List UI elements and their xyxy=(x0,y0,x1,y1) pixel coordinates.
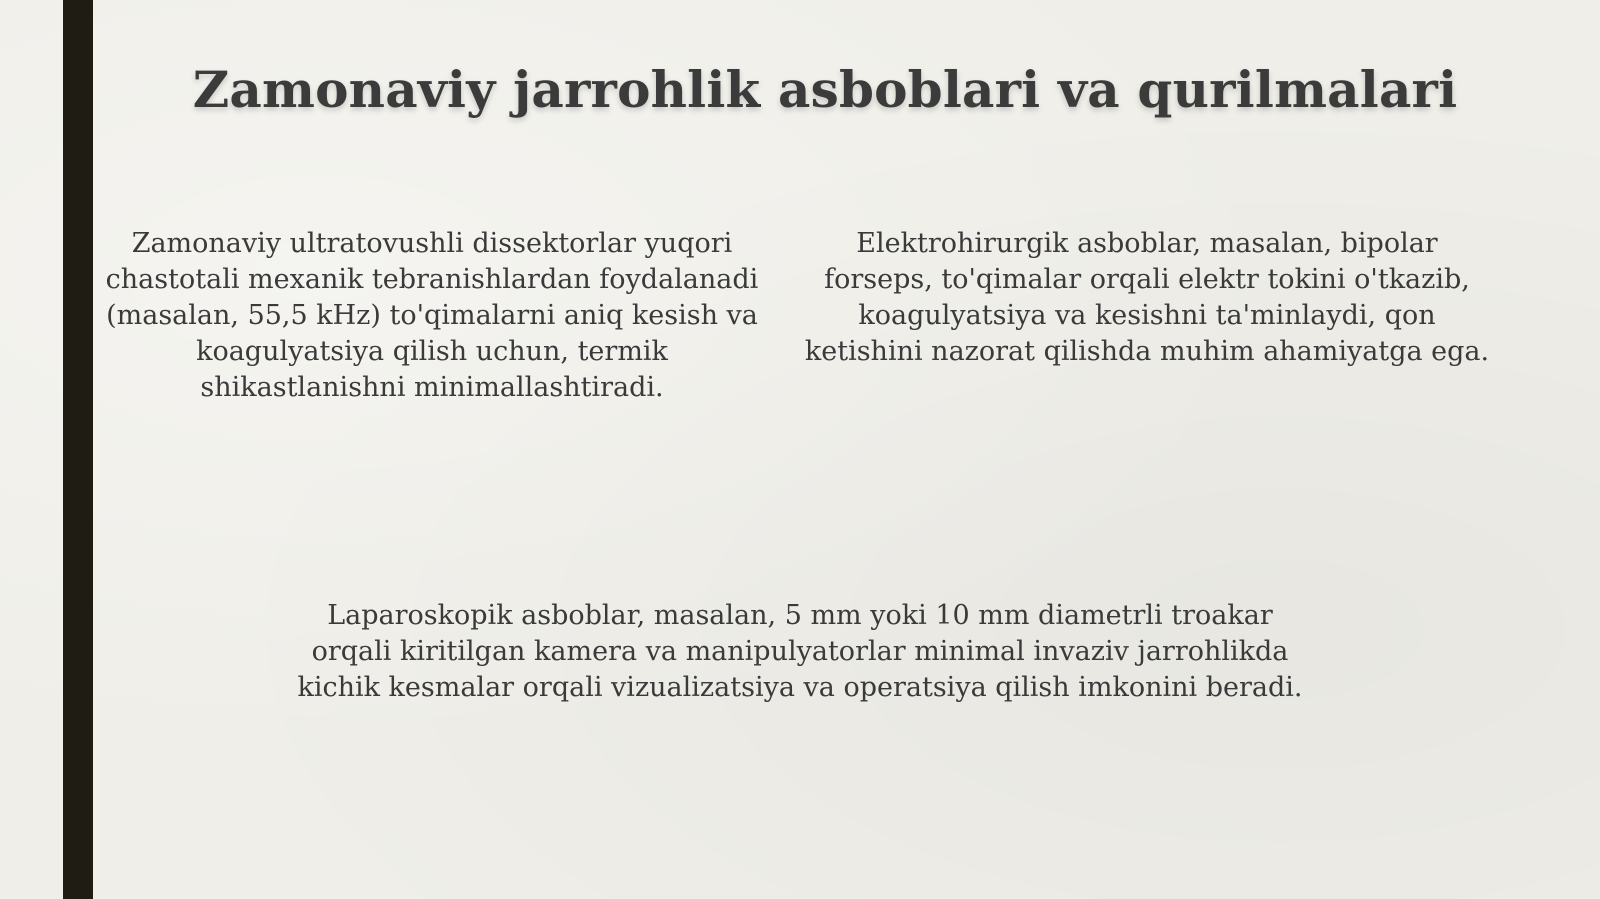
paragraph-electrosurgical-instruments: Elektrohirurgik asboblar, masalan, bipolar forseps, to'qimalar orqali elektr tokini o'tkazib, koagulyatsiya va kesishni ta'minlaydi, qon ketishini nazorat qilishda muhim ahamiyatga ega. xyxy=(804,228,1490,367)
slide-title: Zamonaviy jarrohlik asboblari va qurilmalari xyxy=(192,60,1458,119)
paragraph-ultrasonic-dissectors: Zamonaviy ultratovushli dissektorlar yuqori chastotali mexanik tebranishlardan foydalanadi (masalan, 55,5 kHz) to'qimalarni aniq kesish va koagulyatsiya qilish uchun, termik shikastlanishni minimallashtiradi. xyxy=(105,228,759,403)
left-accent-bar xyxy=(63,0,93,899)
paragraph-laparoscopic-instruments: Laparoskopik asboblar, masalan, 5 mm yoki 10 mm diametrli troakar orqali kiritilgan kamera va manipulyatorlar minimal invaziv jarrohlikda kichik kesmalar orqali vizualizatsiya va operatsiya qilish imkonini beradi. xyxy=(297,600,1303,703)
